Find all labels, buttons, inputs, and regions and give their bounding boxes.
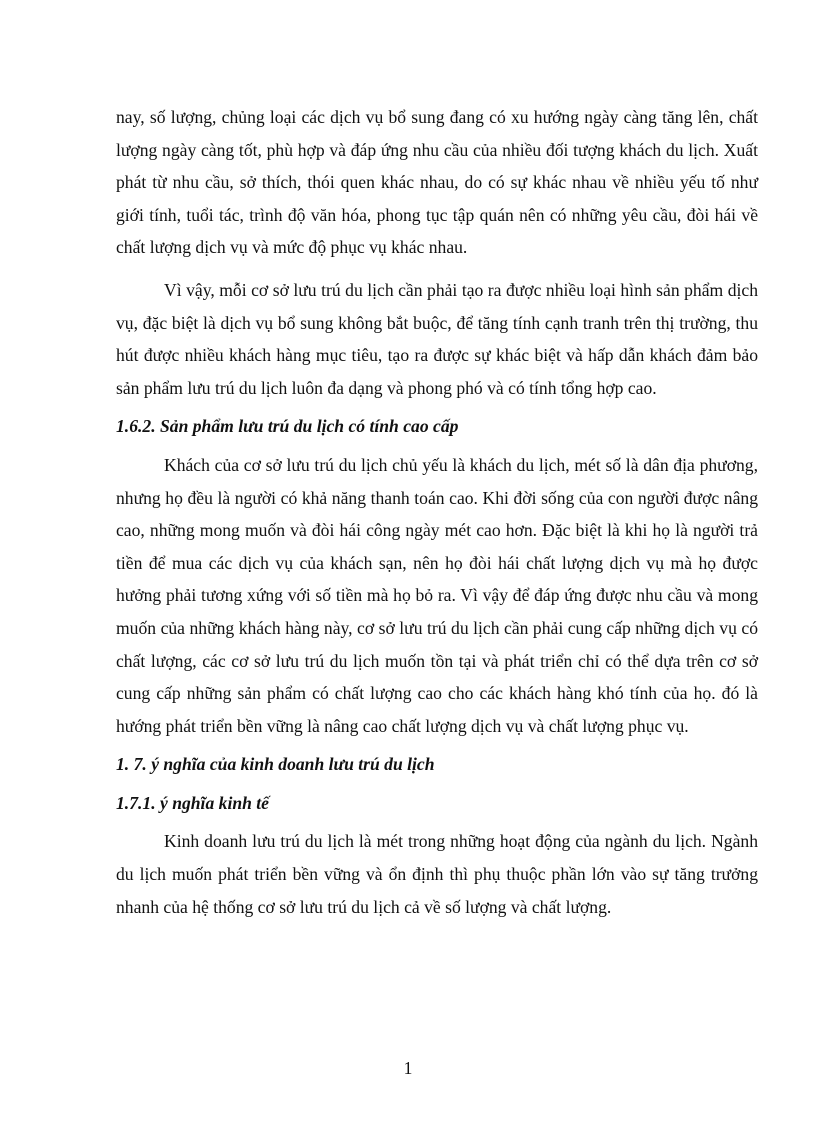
paragraph-economic-significance: Kinh doanh lưu trú du lịch là mét trong những hoạt động của ngành du lịch. Ngành du lịch muốn phát triển bền vững và ổn định thì phụ thuộc phần lớn vào sự tăng trưởng nhanh của hệ thống cơ sở lưu trú du lịch cả về số lượng và chất lượng. [116,831,758,917]
page-number: 1 [403,1058,413,1078]
document-body [116,101,758,923]
paragraph-high-end-customers: Khách của cơ sở lưu trú du lịch chủ yếu là khách du lịch, mét số là dân địa phương, nhưng họ đều là người có khả năng thanh toán cao. Khi đời sống của con người được nâng cao, những mong muốn và đòi hái công ngày mét cao hơn. Đặc biệt là khi họ là người trả tiền để mua các dịch vụ của khách sạn, nên họ đòi hái chất lượng dịch vụ mà họ được hưởng phải tương xứng với số tiền mà họ bỏ ra. Vì vậy để đáp ứng được nhu cầu và mong muốn của những khách hàng này, cơ sở lưu trú du lịch cần phải cung cấp những dịch vụ có chất lượng, các cơ sở lưu trú du lịch muốn tồn tại và phát triển chỉ có thể dựa trên cơ sở cung cấp những sản phẩm có chất lượng cao cho các khách hàng khó tính của họ. đó là hướng phát triển bền vững là nâng cao chất lượng dịch vụ và chất lượng phục vụ. [116,454,758,736]
section-heading-1-7-1: 1.7.1. ý nghĩa kinh tế [116,792,269,813]
section-heading-1-6-2: 1.6.2. Sản phẩm lưu trú du lịch có tính cao cấp [116,416,459,437]
paragraph-service-diversity: Vì vậy, mỗi cơ sở lưu trú du lịch cần phải tạo ra được nhiều loại hình sản phẩm dịch vụ, đặc biệt là dịch vụ bổ sung không bắt buộc, để tăng tính cạnh tranh trên thị trường, thu hút được nhiều khách hàng mục tiêu, tạo ra được sự khác biệt và hấp dẫn khách đảm bảo sản phẩm lưu trú du lịch luôn đa dạng và phong phó và có tính tổng hợp cao. [116,279,758,398]
section-heading-1-7: 1. 7. ý nghĩa của kinh doanh lưu trú du lịch [116,754,435,775]
paragraph-continuation: nay, số lượng, chủng loại các dịch vụ bổ sung đang có xu hướng ngày càng tăng lên, chất lượng ngày càng tốt, phù hợp và đáp ứng nhu cầu của nhiều đối tượng khách du lịch. Xuất phát từ nhu cầu, sở thích, thói quen khác nhau, do có sự khác nhau về nhiều yếu tố như giới tính, tuổi tác, trình độ văn hóa, phong tục tập quán nên có những yêu cầu, đòi hái về chất lượng dịch vụ và mức độ phục vụ khác nhau. [116,107,758,258]
